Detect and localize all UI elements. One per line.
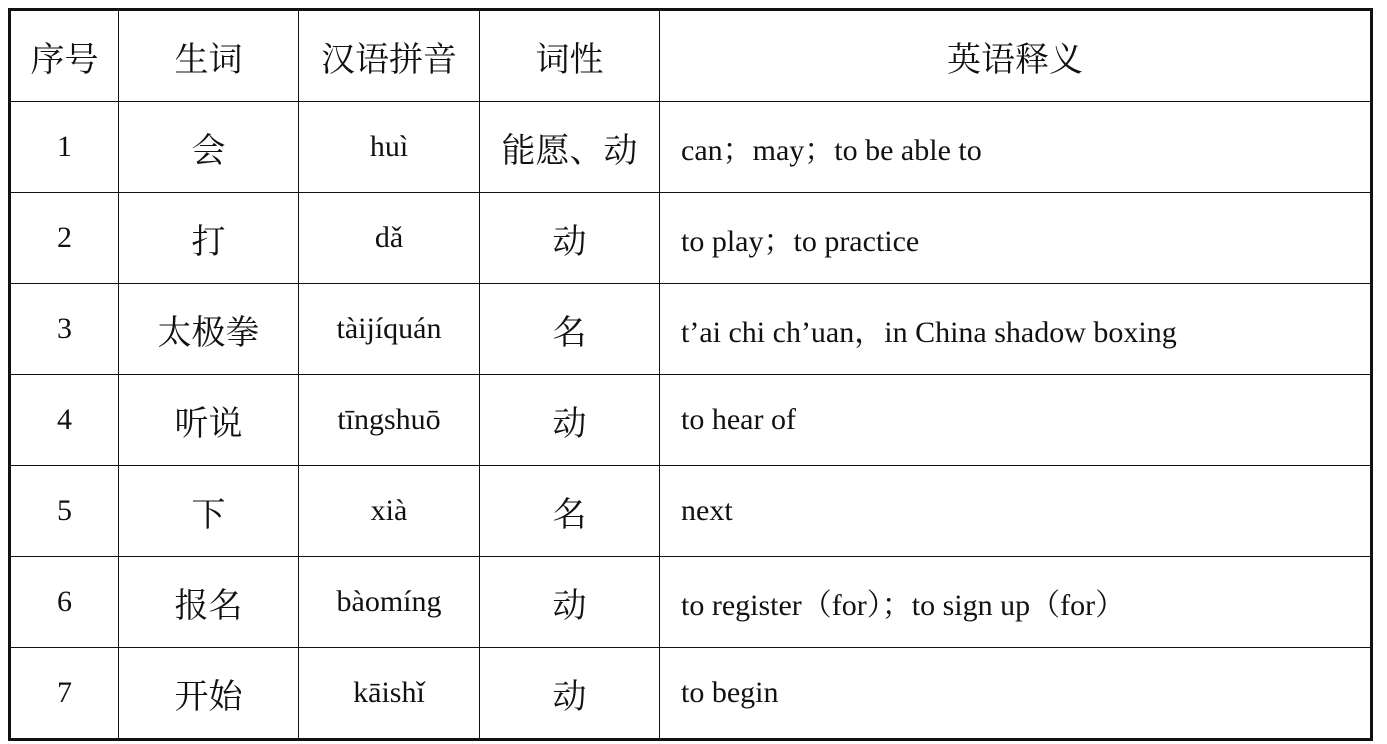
row-number: 1 — [10, 102, 119, 193]
row-part-of-speech: 动 — [480, 648, 660, 740]
vocabulary-table — [8, 8, 1373, 741]
header-number: 序号 — [10, 10, 119, 102]
row-part-of-speech: 动 — [480, 375, 660, 466]
row-number: 4 — [10, 375, 119, 466]
row-pinyin: tàijíquán — [299, 284, 480, 375]
row-word: 下 — [119, 466, 299, 557]
row-pinyin: huì — [299, 102, 480, 193]
row-word: 会 — [119, 102, 299, 193]
row-pinyin: kāishǐ — [299, 648, 480, 740]
row-english: to play；to practice — [660, 193, 1372, 284]
header-pinyin: 汉语拼音 — [299, 10, 480, 102]
row-part-of-speech: 动 — [480, 193, 660, 284]
row-part-of-speech: 动 — [480, 557, 660, 648]
row-part-of-speech: 名 — [480, 284, 660, 375]
table-row — [10, 284, 1372, 375]
vocabulary-table-container — [8, 8, 1370, 732]
table-row — [10, 557, 1372, 648]
row-english: to register（for）；to sign up（for） — [660, 557, 1372, 648]
row-word: 报名 — [119, 557, 299, 648]
table-row — [10, 102, 1372, 193]
row-english: to begin — [660, 648, 1372, 740]
row-part-of-speech: 能愿、动 — [480, 102, 660, 193]
header-new-word: 生词 — [119, 10, 299, 102]
row-word: 太极拳 — [119, 284, 299, 375]
row-english: to hear of — [660, 375, 1372, 466]
table-row — [10, 466, 1372, 557]
row-word: 开始 — [119, 648, 299, 740]
header-english-meaning: 英语释义 — [660, 10, 1372, 102]
row-pinyin: dǎ — [299, 193, 480, 284]
header-part-of-speech: 词性 — [480, 10, 660, 102]
table-row — [10, 193, 1372, 284]
row-number: 2 — [10, 193, 119, 284]
row-number: 7 — [10, 648, 119, 740]
row-english: next — [660, 466, 1372, 557]
row-number: 6 — [10, 557, 119, 648]
row-number: 3 — [10, 284, 119, 375]
row-number: 5 — [10, 466, 119, 557]
row-english: can；may；to be able to — [660, 102, 1372, 193]
row-word: 听说 — [119, 375, 299, 466]
row-pinyin: tīngshuō — [299, 375, 480, 466]
row-pinyin: xià — [299, 466, 480, 557]
table-row — [10, 375, 1372, 466]
row-word: 打 — [119, 193, 299, 284]
table-row — [10, 648, 1372, 740]
row-english: t’ai chi ch’uan，in China shadow boxing — [660, 284, 1372, 375]
header-row — [10, 10, 1372, 102]
row-pinyin: bàomíng — [299, 557, 480, 648]
row-part-of-speech: 名 — [480, 466, 660, 557]
